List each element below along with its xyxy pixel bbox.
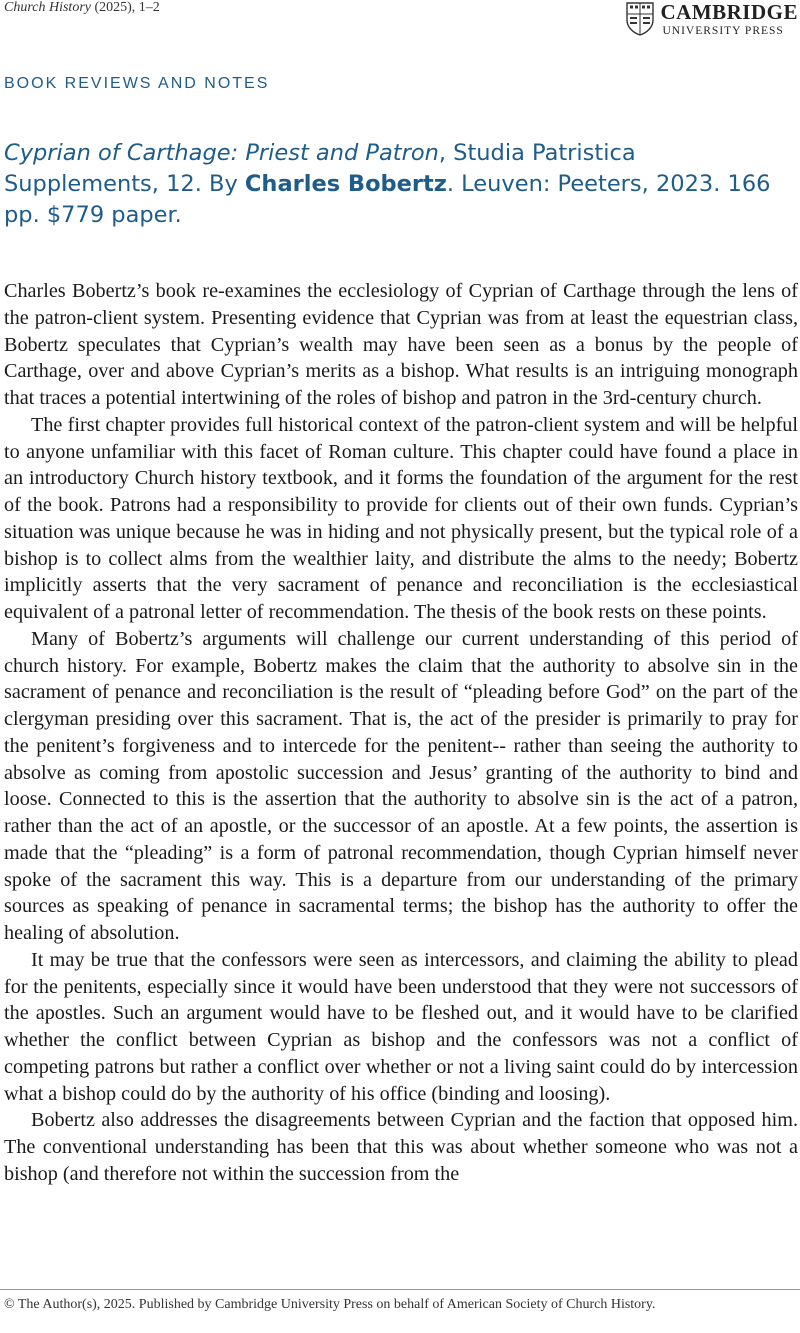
paragraph-2: The first chapter provides full historical context of the patron-client system and will be helpful to anyone unfamiliar with this facet of Roman culture. This chapter could have found a place in an introductory Church history textbook, and it forms the foundation of the argument for the rest of the book. Patrons had a responsibility to provide for clients out of their own funds. Cyprian’s situation was unique because he was in hiding and not physically present, but the typical role of a bishop is to collect alms from the wealthier laity, and distribute the alms to the needy; Bobertz implicitly asserts that the very sacrament of penance and reconciliation is the ecclesiastical equivalent of a patronal letter of recommendation. The thesis of the book rests on these points. <box>4 413 798 623</box>
copyright-footer: © The Author(s), 2025. Published by Cambridge University Press on behalf of American Society of Church History. <box>4 1297 656 1312</box>
journal-issue: (2025), 1–2 <box>90 0 160 15</box>
paragraph-5: Bobertz also addresses the disagreements between Cyprian and the faction that opposed him. The conventional understanding has been that this was about whether someone who was not a bishop (and therefore not within the succession from the <box>4 1109 798 1185</box>
shield-crest-icon <box>626 2 654 36</box>
publisher-name: CAMBRIDGE <box>660 0 798 24</box>
publication-info: . Leuven: Peeters, 2023. 166 pp. $779 paper. <box>4 171 771 228</box>
running-head <box>4 0 160 16</box>
publisher-logo[interactable] <box>626 2 798 38</box>
journal-name: Church History <box>4 0 91 15</box>
series-info: , Studia Patristica Supplements, 12. By <box>4 140 636 197</box>
paragraph-4: It may be true that the confessors were seen as intercessors, and claiming the ability to plead for the penitents, especially since it would have been understood that they were not successors of the apostles. Such an argument would have to be fleshed out, and it would have to be clarified whether the conflict between Cyprian as bishop and the confessors was not a conflict of competing patrons but rather a conflict over whether or not a living saint could do by intercession what a bishop could do by the authority of his office (binding and loosing). <box>4 948 798 1105</box>
review-title <box>4 138 796 231</box>
footer-divider <box>0 1289 800 1290</box>
publisher-subtitle: UNIVERSITY PRESS <box>662 25 784 37</box>
paragraph-1: Charles Bobertz’s book re-examines the ecclesiology of Cyprian of Carthage through the lens of the patron-client system. Presenting evidence that Cyprian was from at least the equestrian class, Bobertz speculates that Cyprian’s wealth may have been seen as a bonus by the people of Carthage, over and above Cyprian’s merits as a bishop. What results is an intriguing monograph that traces a potential intertwining of the roles of bishop and patron in the 3rd-century church. <box>4 280 798 409</box>
review-body <box>4 278 798 1188</box>
paragraph-3: Many of Bobertz’s arguments will challenge our current understanding of this period of church history. For example, Bobertz makes the claim that the authority to absolve sin in the sacrament of penance and reconciliation is the result of “pleading before God” on the part of the clergyman presiding over this sacrament. That is, the act of the presider is primarily to pray for the penitent’s forgiveness and to intercede for the penitent-- rather than seeing the authority to absolve as coming from apostolic succession and Jesus’ granting of the authority to bind and loose. Connected to this is the assertion that the authority to absolve sin is the act of a patron, rather than the act of an apostle, or the successor of an apostle. At a few points, the assertion is made that the “pleading” is a form of patronal recommendation, though Cyprian himself never spoke of the sacrament this way. This is a departure from our understanding of the primary sources as speaking of penance in sacramental terms; the bishop has the authority to offer the healing of absolution. <box>4 627 798 944</box>
book-author: Charles Bobertz <box>244 171 447 197</box>
book-title: Cyprian of Carthage: Priest and Patron <box>4 140 439 166</box>
section-label: BOOK REVIEWS AND NOTES <box>4 75 270 92</box>
